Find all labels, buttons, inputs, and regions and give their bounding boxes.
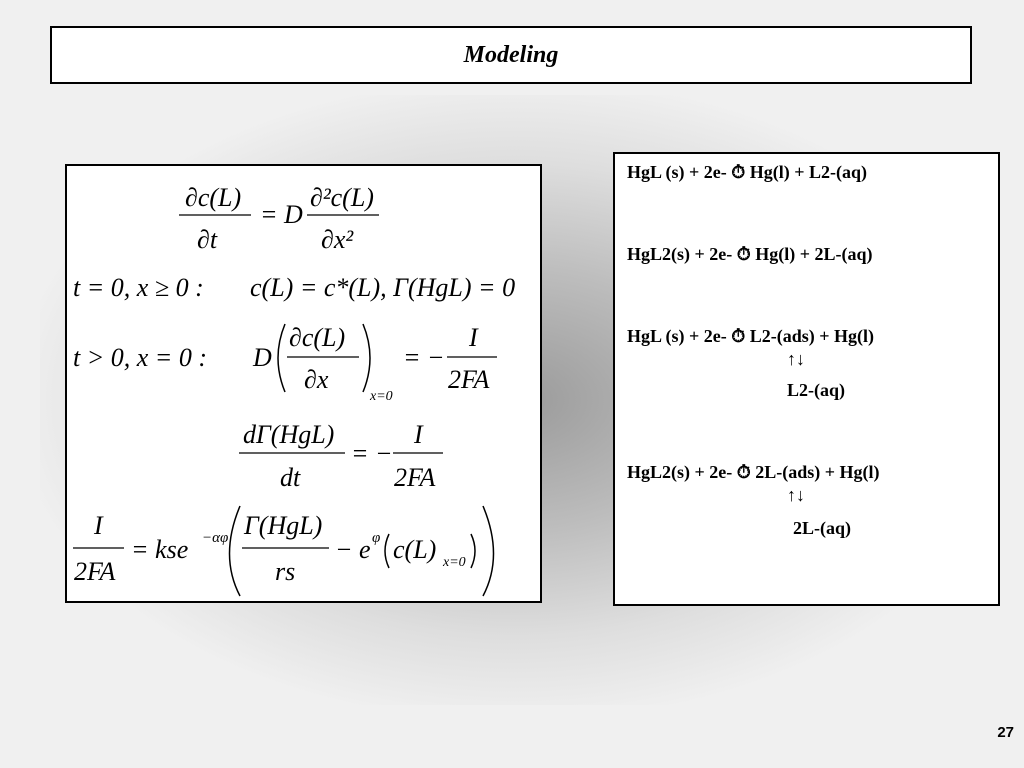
- equation-surface-excess: [239, 420, 443, 492]
- equation-kinetics: [73, 506, 494, 596]
- equations-svg: [67, 166, 544, 605]
- eq3-D: D: [253, 343, 272, 372]
- reaction-3: HgL (s) + 2e- ⏱ L2-(ads) + Hg(l): [627, 326, 875, 346]
- equation-boundary-condition: [73, 323, 497, 404]
- eq5-subscript: x=0: [443, 555, 466, 570]
- eq1-equals-D: = D: [260, 200, 303, 229]
- reaction-3-product: L2-(aq): [787, 380, 845, 400]
- page-title: Modeling: [463, 41, 559, 68]
- eq1-rhs-denominator: ∂x²: [321, 225, 354, 254]
- page-number: 27: [997, 724, 1014, 741]
- eq5-exponent-1: −αφ: [202, 530, 229, 546]
- reaction-4: HgL2(s) + 2e- ⏱ 2L-(ads) + Hg(l): [627, 462, 880, 482]
- eq3-rhs-numerator: I: [469, 323, 478, 352]
- eq3-subscript: x=0: [370, 389, 393, 404]
- eq5-lhs-numerator: I: [94, 511, 103, 540]
- reaction-4-product: 2L-(aq): [793, 518, 851, 538]
- reaction-4-arrows: ↑↓: [787, 485, 805, 505]
- eq5-lhs-denominator: 2FA: [74, 557, 116, 586]
- eq3-numerator: ∂c(L): [289, 323, 346, 352]
- reaction-3-arrows: ↑↓: [787, 349, 805, 369]
- eq1-lhs-numerator: ∂c(L): [185, 183, 242, 212]
- eq5-denominator: rs: [275, 557, 296, 586]
- title-bar: [50, 26, 972, 84]
- eq1-lhs-denominator: ∂t: [197, 225, 218, 254]
- eq3-condition: t > 0, x = 0 :: [73, 343, 208, 372]
- eq1-rhs-numerator: ∂²c(L): [310, 183, 374, 212]
- eq4-equals: = −: [351, 439, 393, 468]
- eq4-rhs-denominator: 2FA: [394, 463, 436, 492]
- equation-initial-condition: [73, 273, 515, 302]
- reactions-panel: [613, 152, 1000, 606]
- eq2-rhs: c(L) = c*(L), Γ(HgL) = 0: [250, 273, 516, 302]
- eq5-numerator: Γ(HgL): [244, 511, 323, 540]
- eq3-equals: = −: [403, 343, 445, 372]
- eq4-rhs-numerator: I: [414, 420, 423, 449]
- eq3-rhs-denominator: 2FA: [448, 365, 490, 394]
- eq4-denominator: dt: [280, 463, 301, 492]
- eq5-exponent-2: φ: [372, 530, 381, 546]
- eq5-equals-kse: = kse: [131, 535, 189, 564]
- eq5-concentration: c(L): [393, 535, 437, 564]
- reaction-2: HgL2(s) + 2e- ⏱ Hg(l) + 2L-(aq): [627, 244, 873, 264]
- eq2-condition: t = 0, x ≥ 0 :: [73, 273, 204, 302]
- eq5-minus-e: − e: [335, 535, 371, 564]
- eq3-denominator: ∂x: [304, 365, 329, 394]
- eq4-numerator: dΓ(HgL): [243, 420, 335, 449]
- equation-diffusion: [179, 183, 379, 254]
- equations-panel: [65, 164, 542, 603]
- reaction-1: HgL (s) + 2e- ⏱ Hg(l) + L2-(aq): [627, 162, 868, 182]
